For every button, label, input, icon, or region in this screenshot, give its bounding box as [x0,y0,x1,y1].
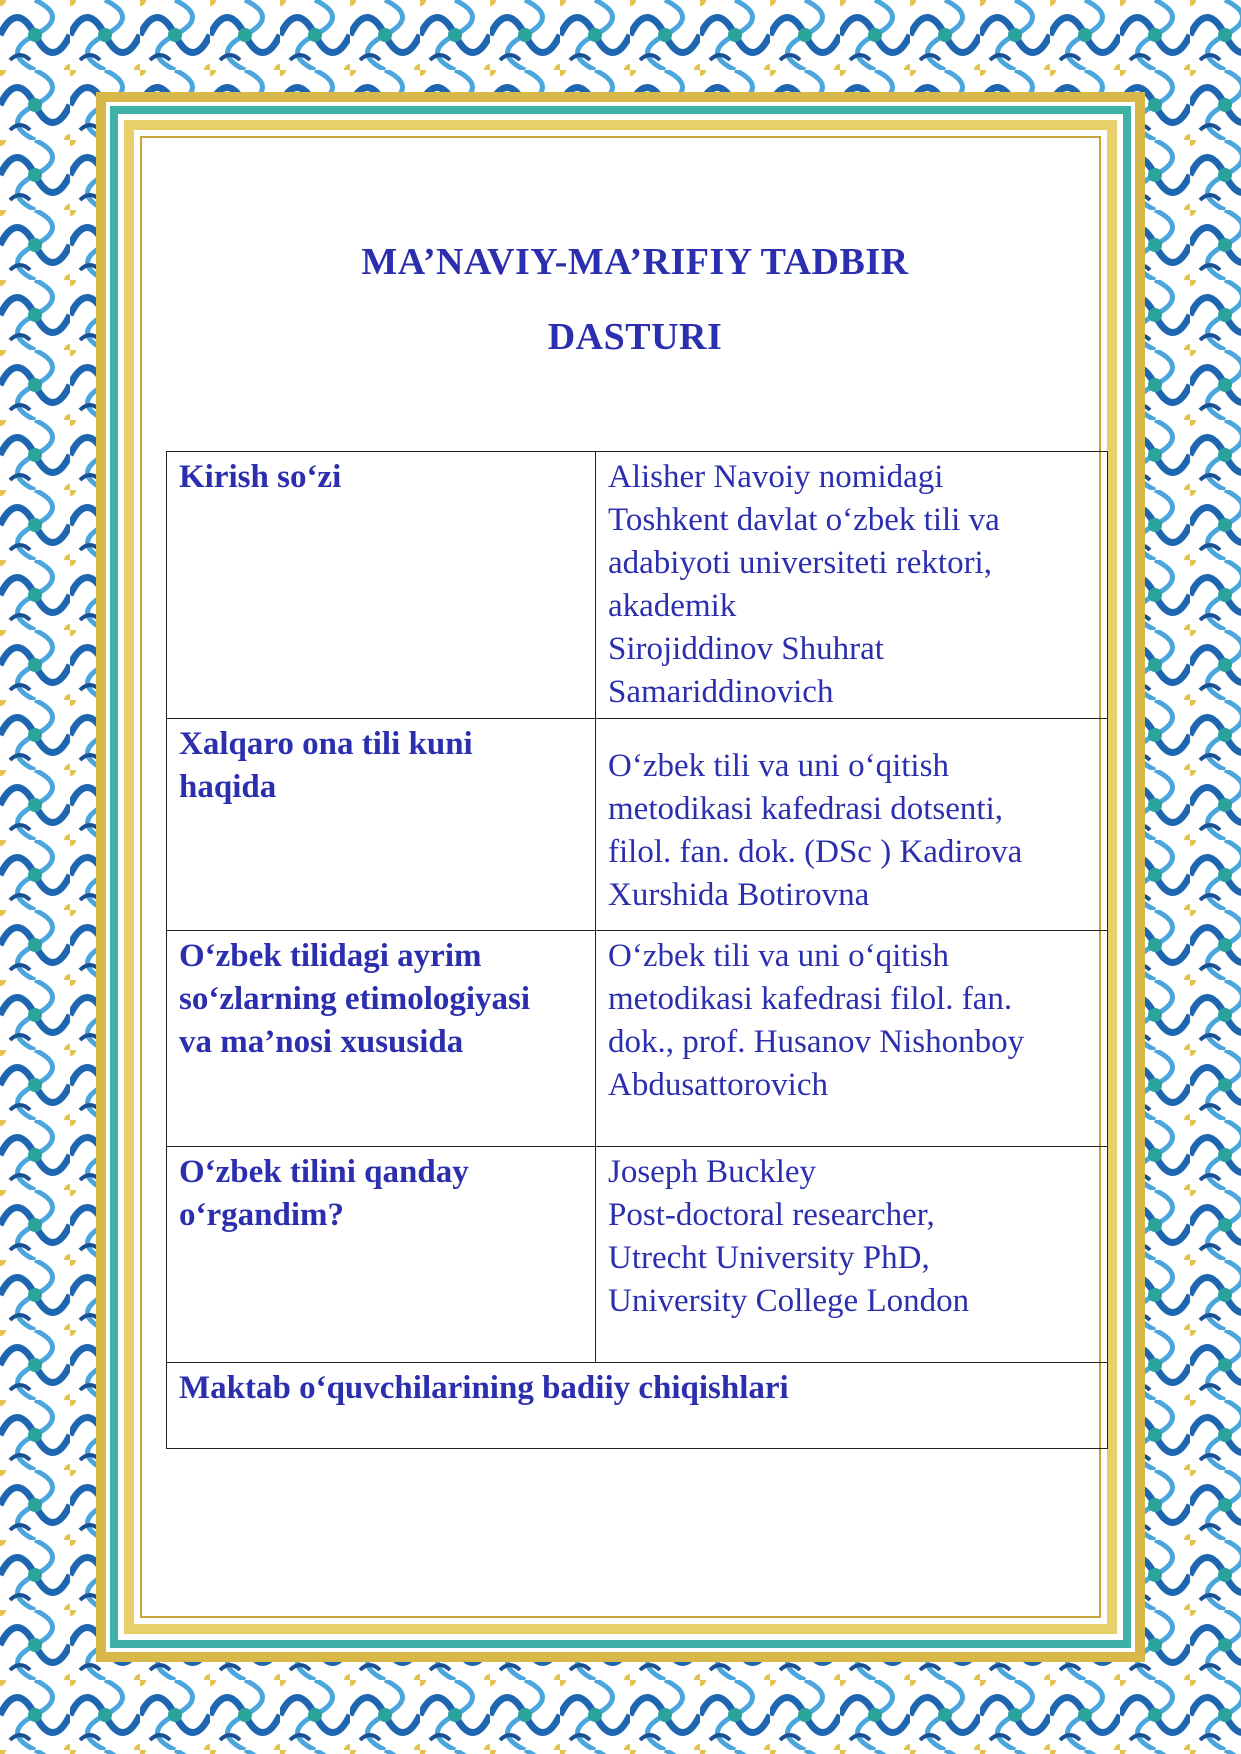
speaker-line: filol. fan. dok. (DSc ) Kadirova [608,834,1023,870]
speaker-line: Samariddinovich [608,674,834,710]
topic-cell [167,452,596,719]
topic-line: haqida [179,769,277,805]
page-title: MA’NAVIY-MA’RIFIY TADBIR [361,241,909,283]
speaker-line: Alisher Navoiy nomidagi [608,459,944,495]
speaker-line: Sirojiddinov Shuhrat [608,631,884,667]
speaker-line: akademik [608,588,737,624]
topic-cell [167,719,596,931]
speaker-cell [596,719,1108,931]
topic-line: so‘zlarning etimologiyasi [179,981,531,1017]
speaker-line: Toshkent davlat o‘zbek tili va [608,502,1000,538]
topic-cell [167,931,596,1147]
program-table [166,451,1108,1449]
closing-cell: Maktab o‘quvchilarining badiiy chiqishlari [167,1363,1108,1449]
speaker-line: Abdusattorovich [608,1067,828,1103]
speaker-line: Utrecht University PhD, [608,1240,930,1276]
speaker-line: metodikasi kafedrasi filol. fan. [608,981,1013,1017]
topic-line: o‘rgandim? [179,1197,344,1233]
speaker-cell [596,452,1108,719]
topic-cell [167,1147,596,1363]
table-row [167,452,1108,719]
topic-line: Xalqaro ona tili kuni [179,726,473,762]
topic-line: Kirish so‘zi [179,459,342,495]
page-subtitle: DASTURI [547,316,723,358]
table-row [167,931,1108,1147]
speaker-line: Xurshida Botirovna [608,877,870,913]
topic-line: O‘zbek tilidagi ayrim [179,938,482,974]
speaker-line: University College London [608,1283,970,1319]
speaker-line: dok., prof. Husanov Nishonboy [608,1024,1025,1060]
speaker-line: Post-doctoral researcher, [608,1197,935,1233]
table-row [167,1363,1108,1449]
topic-line: va ma’nosi xususida [179,1024,464,1060]
table-row [167,1147,1108,1363]
speaker-line: O‘zbek tili va uni o‘qitish [608,748,949,784]
speaker-line: adabiyoti universiteti rektori, [608,545,992,581]
speaker-cell [596,931,1108,1147]
topic-line: O‘zbek tilini qanday [179,1154,469,1190]
speaker-cell [596,1147,1108,1363]
table-row [167,719,1108,931]
speaker-line: metodikasi kafedrasi dotsenti, [608,791,1003,827]
speaker-line: O‘zbek tili va uni o‘qitish [608,938,949,974]
speaker-line: Joseph Buckley [608,1154,817,1190]
